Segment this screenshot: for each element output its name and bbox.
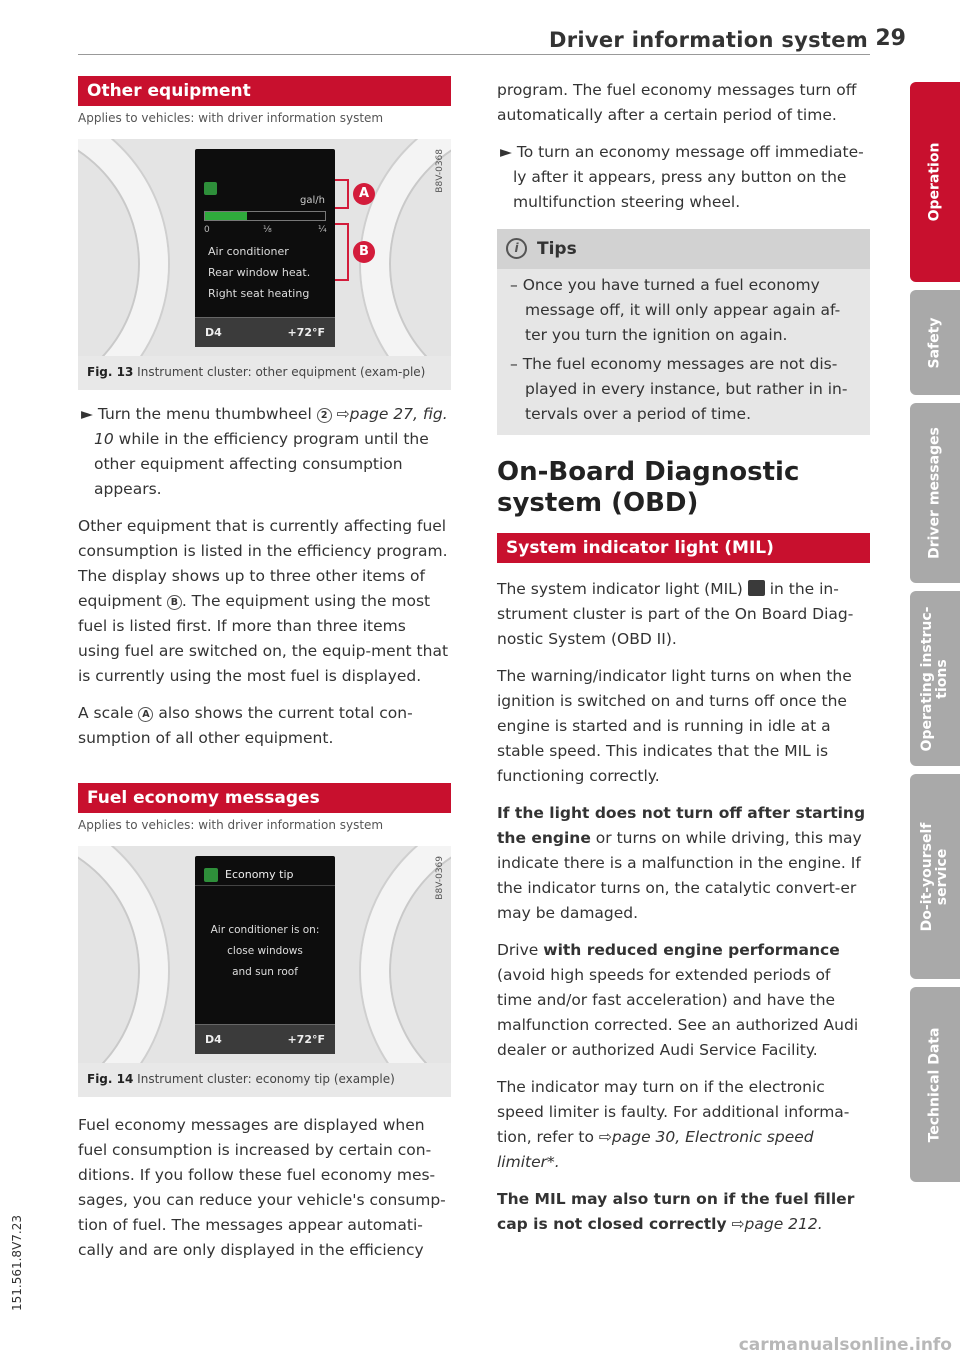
figure-code: B8V-0368: [435, 149, 445, 193]
tab-label: Do-it-yourself service: [919, 822, 950, 931]
step-marker-icon: ►: [81, 405, 93, 424]
tab-label: Safety: [926, 317, 943, 368]
callout-b-bracket: [335, 223, 349, 281]
tab-label: Technical Data: [926, 1027, 943, 1142]
unit-label: gal/h: [300, 195, 325, 206]
header-rule: [78, 54, 870, 55]
header-title: Driver information system: [549, 28, 868, 52]
section-heading-other-equipment: Other equipment: [78, 76, 451, 106]
tab-label: Operation: [926, 142, 943, 222]
body-paragraph: Fuel economy messages are displayed when fuel consumption is increased by certain con-ditions. If you follow these fuel economy mes-sages, you can reduce your vehicle's consump-tion of fuel. The messages appear automati-cally and are only displayed in the efficiency: [78, 1116, 446, 1260]
cluster-display: [195, 856, 335, 1054]
callout-reference-b: B: [167, 595, 182, 610]
paragraph-text: Other equipment that is currently affecting fuel consumption is listed in the efficiency program. The display shows up to three other items of equipment: [78, 517, 448, 611]
body-paragraph: [78, 514, 451, 689]
economy-tip-line: Air conditioner is on:: [210, 924, 320, 937]
tips-box: [497, 229, 870, 435]
step-text-continued: while in the efficiency program until the other equipment affecting consumption appears.: [94, 430, 429, 499]
paragraph-text-continued: in the in-strument cluster is part of the On Board Diag-nostic System (OBD II).: [497, 580, 854, 648]
callout-reference-a: A: [138, 707, 153, 722]
figure-13-caption: [78, 356, 451, 390]
figure-label: Fig. 14: [87, 1072, 134, 1087]
gear-indicator: D4: [205, 326, 222, 339]
consumption-scale-bar: [204, 211, 326, 221]
left-gauge: [78, 846, 168, 1063]
display-footer: [195, 1024, 335, 1054]
tab-do-it-yourself-service[interactable]: [910, 774, 960, 979]
tip-text: Once you have turned a fuel economy message off, it will only appear again af-ter you turn the ignition on again.: [522, 276, 841, 344]
cluster-display: [195, 149, 335, 347]
chapter-tabs: [910, 82, 960, 1190]
arrow-icon: ⇨: [336, 405, 350, 424]
equipment-item: Right seat heating: [208, 287, 310, 300]
arrow-icon: ⇨: [598, 1128, 612, 1146]
outside-temperature: +72°F: [287, 326, 325, 339]
economy-tip-line: and sun roof: [232, 966, 298, 979]
economy-tip-header: [195, 866, 335, 886]
tab-label: Driver messages: [926, 427, 943, 559]
body-paragraph: [497, 938, 870, 1063]
callout-a-bracket: [335, 179, 349, 209]
left-column: [78, 76, 451, 1263]
economy-tip-icon: [204, 868, 218, 882]
running-header: [0, 24, 960, 54]
callout-a: A: [353, 183, 375, 205]
section-heading-fuel-economy: Fuel economy messages: [78, 783, 451, 813]
scale-tick-2: ¼: [318, 225, 327, 235]
fuel-pump-icon: [204, 182, 217, 195]
tab-operation[interactable]: [910, 82, 960, 282]
paragraph-emphasis: The MIL may also turn on if the fuel filler cap is not closed correctly: [497, 1190, 855, 1233]
body-paragraph-continued: program. The fuel economy messages turn off automatically after a certain period of time.: [497, 81, 857, 124]
chapter-heading-obd: On-Board Diagnostic system (OBD): [497, 457, 800, 518]
figure-label: Fig. 13: [87, 365, 134, 379]
paragraph-emphasis: If the light does not turn off after starting the engine: [497, 804, 866, 847]
arrow-icon: ⇨: [731, 1215, 745, 1233]
watermark: carmanualsonline.info: [738, 1335, 952, 1355]
figure-13: [78, 139, 451, 390]
gear-indicator: D4: [205, 1033, 222, 1047]
figure-14-image: [78, 846, 451, 1063]
thumbwheel-number-badge: 2: [317, 408, 332, 423]
tip-item: – Once you have turned a fuel economy message off, it will only appear again af-ter you turn the ignition on again.: [510, 276, 841, 344]
callout-b: B: [353, 241, 375, 263]
page-reference-link[interactable]: page 212.: [744, 1215, 823, 1233]
page-reference-link[interactable]: page 30, Electronic speed limiter*.: [497, 1128, 814, 1171]
figure-14-caption: [78, 1063, 451, 1097]
step-marker-icon: ►: [500, 143, 512, 161]
figure-13-image: [78, 139, 451, 356]
figure-caption-text: Instrument cluster: other equipment (exam-ple): [137, 365, 426, 379]
paragraph-text-continued: also shows the current total con-sumption of all other equipment.: [78, 704, 413, 748]
step-text: To turn an economy message off immediate-ly after it appears, press any button on the multifunction steering wheel.: [513, 143, 864, 211]
tab-driver-messages[interactable]: [910, 403, 960, 583]
tab-operating-instructions[interactable]: [910, 591, 960, 766]
body-paragraph: [78, 701, 451, 751]
tips-header: [497, 229, 870, 269]
section-heading-mil: System indicator light (MIL): [497, 533, 870, 563]
scale-tick-0: 0: [204, 225, 210, 235]
left-gauge: [78, 139, 168, 356]
document-code: 151.561.8V7.23: [10, 1215, 24, 1311]
tab-safety[interactable]: [910, 290, 960, 395]
economy-tip-line: close windows: [227, 945, 303, 958]
applies-to-note: Applies to vehicles: with driver information system: [78, 818, 384, 833]
paragraph-text: or turns on while driving, this may indicate there is a malfunction in the engine. If the indicator turns on, the catalytic convert-er may be damaged.: [497, 829, 862, 922]
paragraph-text-continued: (avoid high speeds for extended periods of time and/or fast acceleration) and have the malfunction corrected. See an authorized Audi dealer or authorized Audi Service Facility.: [497, 966, 859, 1059]
page-number: 29: [875, 26, 906, 51]
instruction-step: [497, 140, 870, 215]
economy-tip-title: Economy tip: [225, 868, 294, 882]
tips-label: Tips: [537, 239, 577, 259]
figure-code: B8V-0369: [435, 856, 445, 900]
tip-text: The fuel economy messages are not dis-played in every instance, but rather in in-tervals over a period of time.: [522, 355, 848, 423]
body-paragraph: The warning/indicator light turns on when the ignition is switched on and turns off once the engine is started and is running in idle at a stable speed. This indicates that the MIL is functioning correctly.: [497, 667, 852, 785]
right-column: [497, 76, 870, 1237]
applies-to-note: Applies to vehicles: with driver information system: [78, 111, 384, 125]
outside-temperature: +72°F: [287, 1033, 325, 1047]
figure-caption-text: Instrument cluster: economy tip (example): [137, 1072, 395, 1087]
scale-tick-1: ⅛: [263, 225, 272, 235]
consumption-scale-fill: [205, 212, 247, 220]
paragraph-emphasis: with reduced engine performance: [543, 941, 840, 959]
body-paragraph: [497, 1187, 870, 1237]
engine-warning-light-icon: [748, 580, 765, 596]
paragraph-text: Drive: [497, 941, 539, 959]
instruction-step: [78, 402, 451, 502]
paragraph-text: The system indicator light (MIL): [497, 580, 743, 598]
tip-item: – The fuel economy messages are not dis-played in every instance, but rather in in-tervals over a period of time.: [510, 355, 848, 423]
paragraph-text-continued: . The equipment using the most fuel is listed first. If more than three items using fuel are switched on, the equip-ment that is currently using the most fuel is displayed.: [78, 592, 449, 686]
paragraph-text: A scale: [78, 704, 134, 723]
body-paragraph: [497, 1075, 870, 1175]
paragraph-text: The indicator may turn on if the electronic speed limiter is faulty. For additional informa-tion, refer to: [497, 1078, 850, 1146]
page-reference-link[interactable]: page 27, fig. 10: [94, 405, 448, 449]
info-icon: i: [506, 238, 527, 259]
tab-label: Operating instruc- tions: [919, 606, 950, 751]
step-text: Turn the menu thumbwheel: [97, 405, 312, 424]
equipment-item: Rear window heat.: [208, 266, 311, 279]
figure-14: [78, 846, 451, 1097]
display-footer: [195, 317, 335, 347]
body-paragraph: [497, 577, 870, 652]
body-paragraph: [497, 801, 870, 926]
equipment-item: Air conditioner: [208, 245, 289, 258]
tab-technical-data[interactable]: [910, 987, 960, 1182]
